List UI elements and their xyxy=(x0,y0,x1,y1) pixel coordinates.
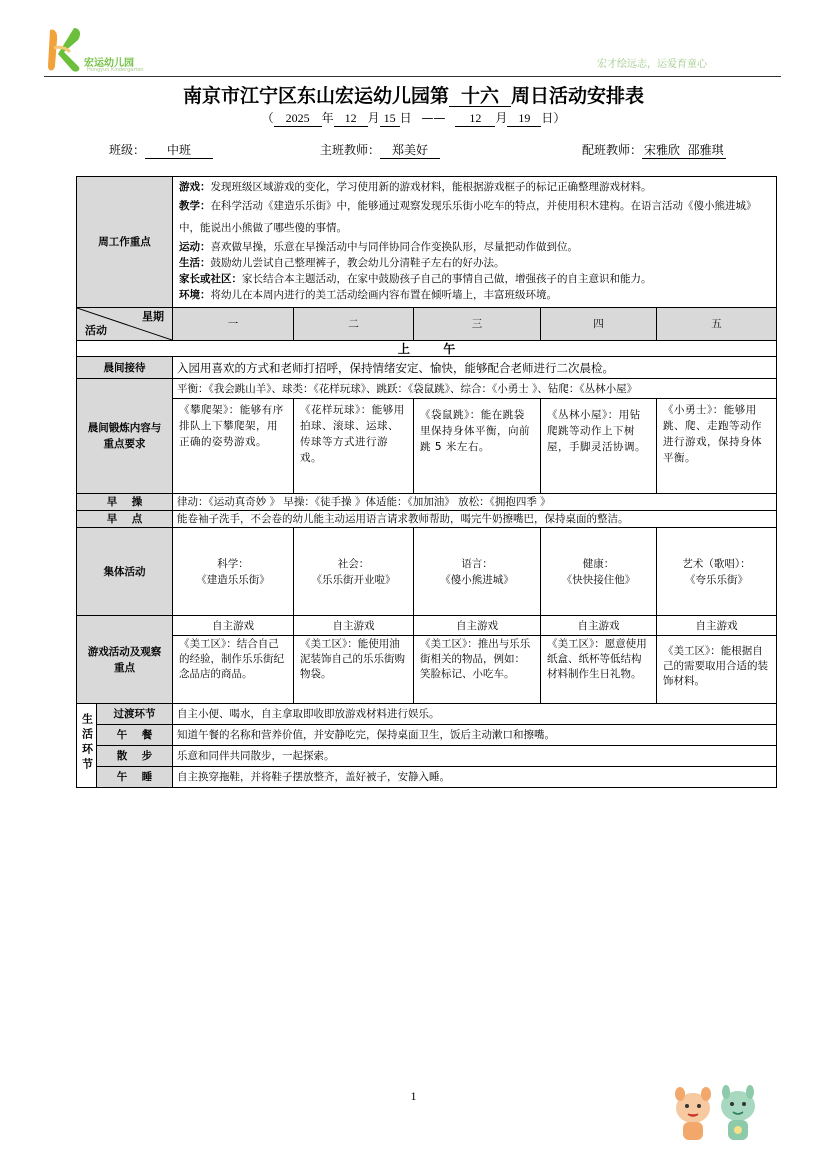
group-activity-wed xyxy=(414,528,541,616)
title-suffix: 周日活动安排表 xyxy=(511,85,645,107)
weekday-corner xyxy=(77,308,173,341)
group-activity-thu xyxy=(541,528,657,616)
activity-subject: 艺术（歌唱）： xyxy=(682,557,751,570)
life-text: 知道午餐的名称和营养价值，并安静吃完，保持桌面卫生，饭后主动漱口和擦嘴。 xyxy=(173,725,777,746)
life-group-text: 生活环节 xyxy=(80,713,94,773)
morning-exercise-text: 律动：《运动真奇妙 》 早操：《徒手操 》体适能：《加加油》 放松：《拥抱四季 》 xyxy=(173,494,777,511)
group-activity-label: 集体活动 xyxy=(77,528,173,616)
assist-teacher-info xyxy=(582,141,726,159)
exercise-label: 晨间锻炼内容与重点要求 xyxy=(77,379,173,494)
end-day: 19 xyxy=(507,111,541,127)
life-text: 自主小便、喝水，自主拿取即收即放游戏材料进行娱乐。 xyxy=(173,704,777,725)
game-header-tue: 自主游戏 xyxy=(294,616,414,636)
group-activity-fri xyxy=(657,528,777,616)
assist-teacher-value: 宋雅欣 邵雅琪 xyxy=(644,143,724,157)
game-header-thu: 自主游戏 xyxy=(541,616,657,636)
breakfast-label: 早 点 xyxy=(77,511,173,528)
activity-title: 《建造乐乐街》 xyxy=(196,573,270,586)
life-text: 乐意和同伴共同散步，一起探索。 xyxy=(173,746,777,767)
logo xyxy=(44,26,174,76)
game-header-row xyxy=(77,616,777,636)
head-teacher-value: 郑美好 xyxy=(380,141,440,159)
game-header-mon: 自主游戏 xyxy=(173,616,294,636)
weekday-wed: 三 xyxy=(414,308,541,341)
focus-text: 家长结合本主题活动，在家中鼓励孩子自己的事情自己做，增强孩子的自主意识和能力。 xyxy=(242,273,652,285)
exercise-summary-row xyxy=(77,379,777,399)
corner-weekday: 星期 xyxy=(142,310,164,323)
title-prefix: 南京市江宁区东山宏运幼儿园第 xyxy=(182,85,449,107)
life-label: 午 睡 xyxy=(97,767,173,788)
activity-title: 《夸乐乐街》 xyxy=(685,573,749,586)
group-activity-row xyxy=(77,528,777,616)
morning-row xyxy=(77,341,777,357)
date-close: 日） xyxy=(541,111,566,125)
morning-label: 上 午 xyxy=(77,341,777,357)
morning-exercise-label: 早 操 xyxy=(77,494,173,511)
title-week: 十六 xyxy=(449,86,511,107)
activity-subject: 语言： xyxy=(461,557,493,570)
reception-label: 晨间接待 xyxy=(77,357,173,379)
exercise-summary: 平衡：《我会跳山羊》、球类：《花样玩球》、跳跃：《袋鼠跳》、综合：《小勇士 》、钻爬：《丛林小屋》 xyxy=(173,379,777,399)
exercise-fri: 《小勇士》：能够用跳、爬、走跑等动作进行游戏，保持身体平衡。 xyxy=(657,399,777,494)
month-char-2: 月 xyxy=(495,111,508,125)
game-wed: 《美工区》：推出与乐乐街相关的物品，例如：笑脸标记、小吃车。 xyxy=(414,636,541,704)
exercise-tue: 《花样玩球》：能够用拍球、滚球、运球、传球等方式进行游戏。 xyxy=(294,399,414,494)
activity-subject: 社会： xyxy=(337,557,370,570)
start-year: 2025 xyxy=(274,111,322,127)
life-group-label xyxy=(77,704,97,788)
assist-teacher-label: 配班教师： xyxy=(582,143,643,157)
focus-key: 环境： xyxy=(179,289,211,301)
head-teacher-info xyxy=(320,141,440,159)
focus-text: 喜欢做早操，乐意在早操活动中与同伴协同合作变换队形，尽量把动作做到位。 xyxy=(210,241,578,253)
head-teacher-label: 主班教师： xyxy=(320,143,381,157)
life-text: 自主换穿拖鞋，并将鞋子摆放整齐，盖好被子，安静入睡。 xyxy=(173,767,777,788)
morning-exercise-row xyxy=(77,494,777,511)
month-char: 月 xyxy=(367,111,380,125)
corner-activity: 活动 xyxy=(85,324,107,337)
exercise-detail-row xyxy=(77,399,777,494)
breakfast-text: 能卷袖子洗手，不会卷的幼儿能主动运用语言请求教师帮助，喝完牛奶擦嘴巴，保持桌面的整洁。 xyxy=(173,511,777,528)
focus-key: 游戏： xyxy=(179,181,211,193)
group-activity-tue xyxy=(294,528,414,616)
life-row-walk xyxy=(77,746,777,767)
logo-name: 宏运幼儿园 xyxy=(84,58,134,69)
focus-text: 鼓励幼儿尝试自己整理裤子，教会幼儿分清鞋子左右的好办法。 xyxy=(210,257,505,269)
game-tue: 《美工区》：能使用油泥装饰自己的乐乐街购物袋。 xyxy=(294,636,414,704)
start-day: 15 xyxy=(380,111,400,127)
game-detail-row xyxy=(77,636,777,704)
slogan: 宏才绘远志，运爱育童心 xyxy=(597,59,707,70)
focus-key: 生活： xyxy=(179,257,211,269)
exercise-wed: 《袋鼠跳》：能在跳袋里保持身体平衡，向前跳 5 米左右。 xyxy=(414,399,541,494)
game-activity-label: 游戏活动及观察重点 xyxy=(77,616,173,704)
activity-title: 《快快接住他》 xyxy=(561,573,636,586)
activity-subject: 健康： xyxy=(582,557,615,570)
life-label: 午 餐 xyxy=(97,725,173,746)
weekday-thu: 四 xyxy=(541,308,657,341)
weekday-fri: 五 xyxy=(657,308,777,341)
week-focus-row xyxy=(77,177,777,308)
life-label: 过渡环节 xyxy=(97,704,173,725)
focus-key: 教学： xyxy=(179,200,211,212)
start-month: 12 xyxy=(334,111,368,127)
game-thu: 《美工区》：愿意使用纸盒、纸杯等低结构材料制作生日礼物。 xyxy=(541,636,657,704)
weekday-mon: 一 xyxy=(173,308,294,341)
logo-subtitle: Hongyun Kindergarten xyxy=(87,67,144,73)
weekday-tue: 二 xyxy=(294,308,414,341)
end-month: 12 xyxy=(455,111,495,127)
activity-subject: 科学： xyxy=(217,557,249,570)
activity-title: 《乐乐街开业啦》 xyxy=(311,573,396,586)
activity-title: 《傻小熊进城》 xyxy=(440,573,514,586)
class-value: 中班 xyxy=(145,141,213,159)
class-label: 班级： xyxy=(109,143,146,157)
weekday-header-row xyxy=(77,308,777,341)
page-title xyxy=(0,81,827,108)
mascot-illustration-icon xyxy=(668,1078,768,1148)
page-number: 1 xyxy=(410,1089,417,1103)
game-fri: 《美工区》：能根据自己的需要取用合适的装饰材料。 xyxy=(657,636,777,704)
focus-key: 家长或社区： xyxy=(179,273,242,285)
game-header-fri: 自主游戏 xyxy=(657,616,777,636)
life-row-transition xyxy=(77,704,777,725)
life-label: 散 步 xyxy=(97,746,173,767)
focus-text: 在科学活动《建造乐乐街》中，能够通过观察发现乐乐街小吃车的特点，并使用积木建构。在语言活动《傻小熊进城》中，能说出小熊做了哪些傻的事情。 xyxy=(179,200,757,234)
date-sep: —— xyxy=(421,111,446,125)
focus-text: 将幼儿在本周内进行的美工活动绘画内容布置在倾听墙上，丰富班级环境。 xyxy=(210,289,557,301)
exercise-mon: 《攀爬架》：能够有序排队上下攀爬架，用正确的姿势游戏。 xyxy=(173,399,294,494)
header-divider xyxy=(44,76,781,77)
weekly-plan-table xyxy=(76,176,777,788)
exercise-thu: 《丛林小屋》：用钻爬跳等动作上下树屋，手脚灵活协调。 xyxy=(541,399,657,494)
day-char: 日 xyxy=(399,111,412,125)
year-char: 年 xyxy=(321,111,334,125)
focus-text: 发现班级区域游戏的变化，学习使用新的游戏材料，能根据游戏框子的标记正确整理游戏材料。 xyxy=(210,181,652,193)
group-activity-mon xyxy=(173,528,294,616)
breakfast-row xyxy=(77,511,777,528)
class-info xyxy=(109,141,213,159)
date-open: （ xyxy=(261,111,274,125)
week-focus-content xyxy=(173,177,777,308)
focus-key: 运动： xyxy=(179,241,211,253)
logo-mark-icon xyxy=(44,26,84,74)
game-mon: 《美工区》：结合自己的经验，制作乐乐街纪念品店的商品。 xyxy=(173,636,294,704)
reception-row xyxy=(77,357,777,379)
game-header-wed: 自主游戏 xyxy=(414,616,541,636)
life-row-nap xyxy=(77,767,777,788)
week-focus-label: 周工作重点 xyxy=(77,177,173,308)
life-row-lunch xyxy=(77,725,777,746)
reception-text: 入园用喜欢的方式和老师打招呼，保持情绪安定、愉快，能够配合老师进行二次晨检。 xyxy=(173,357,777,379)
date-range xyxy=(0,109,827,127)
